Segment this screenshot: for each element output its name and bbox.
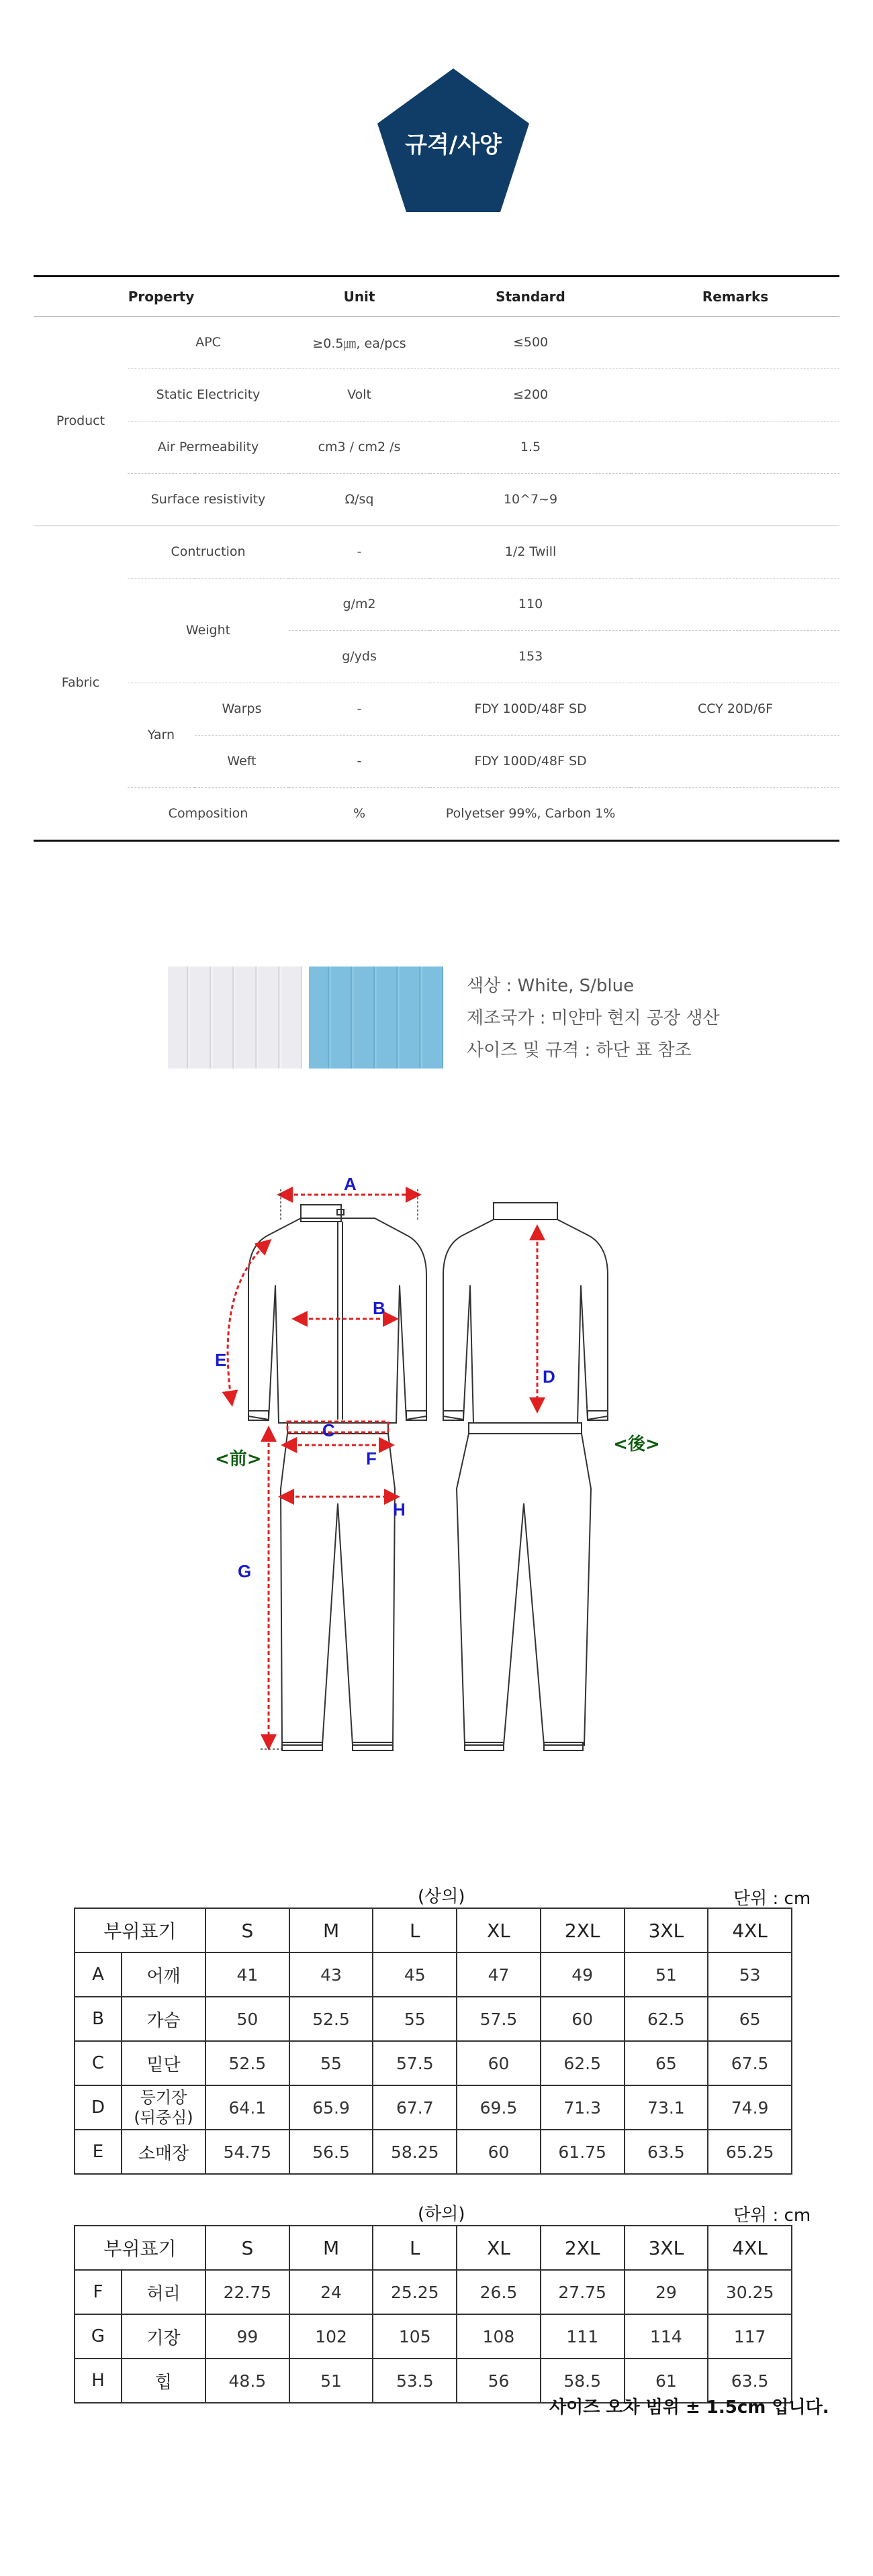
- size-header: 4XL: [708, 2226, 792, 2270]
- size-value: 49: [541, 1952, 625, 1997]
- diagram-letters: [215, 1174, 555, 1581]
- bottom-size-table: [74, 2225, 792, 2404]
- size-value: 65.9: [289, 2085, 373, 2130]
- size-value: 71.3: [541, 2085, 625, 2130]
- unit-cell: %: [353, 806, 366, 822]
- size-header: S: [205, 2226, 289, 2270]
- size-header: L: [373, 2226, 457, 2270]
- standard-cell: 153: [430, 630, 631, 683]
- standard-cell: ≤200: [430, 368, 631, 421]
- size-value: 114: [625, 2314, 708, 2359]
- size-header: XL: [457, 2226, 541, 2270]
- table-row: [34, 316, 839, 368]
- header-badge: [376, 67, 531, 213]
- property-name: Surface resistivity: [128, 473, 289, 526]
- table-row: [34, 421, 839, 473]
- table-row: [34, 368, 839, 421]
- origin-info: 제조국가 : 미얀마 현지 공장 생산: [467, 1008, 720, 1028]
- size-value: 62.5: [625, 1997, 708, 2041]
- part-name: [122, 2085, 205, 2130]
- table-row: [75, 2270, 792, 2314]
- table-row: [75, 2041, 792, 2085]
- weight-label: Weight: [128, 578, 289, 683]
- remarks-cell: [631, 735, 839, 787]
- part-header: 부위표기: [75, 2226, 205, 2270]
- size-header-row: [75, 2226, 792, 2270]
- top-size-table: [74, 1908, 792, 2175]
- part-name: 어깨: [122, 1952, 205, 1997]
- spec-table: [34, 275, 839, 842]
- spec-header-row: [34, 277, 839, 316]
- table-row: [34, 787, 839, 840]
- bottom-table-unit: 단위 : cm: [733, 2206, 811, 2226]
- top-table-unit: 단위 : cm: [733, 1889, 811, 1909]
- fabric-label: Fabric: [61, 675, 100, 691]
- table-row: [34, 683, 839, 735]
- size-value: 64.1: [205, 2085, 289, 2130]
- size-value: 25.25: [373, 2270, 457, 2314]
- size-header: 2XL: [541, 1908, 625, 1952]
- label-h: H: [393, 1499, 406, 1520]
- back-garment-outline: [443, 1203, 608, 1750]
- header-standard: Standard: [430, 277, 631, 316]
- label-b: B: [373, 1298, 385, 1318]
- size-value: 61.75: [541, 2130, 625, 2174]
- property-name: Static Electricity: [128, 368, 289, 421]
- size-value: 67.5: [708, 2041, 792, 2085]
- part-name: 소매장: [122, 2130, 205, 2174]
- size-header-row: [75, 1908, 792, 1952]
- size-value: 53.5: [373, 2359, 457, 2403]
- size-value: 60: [457, 2130, 541, 2174]
- part-code: C: [75, 2041, 122, 2085]
- part-code: H: [75, 2359, 122, 2403]
- size-value: 57.5: [373, 2041, 457, 2085]
- label-f: F: [366, 1448, 377, 1469]
- measurement-arrows: [228, 1195, 537, 1746]
- size-value: 58.25: [373, 2130, 457, 2174]
- standard-cell: 1.5: [430, 421, 631, 473]
- white-fabric-swatch: [168, 967, 302, 1069]
- remarks-cell: CCY 20D/6F: [631, 683, 839, 735]
- size-header: M: [289, 1908, 373, 1952]
- size-value: 105: [373, 2314, 457, 2359]
- size-value: 55: [373, 1997, 457, 2041]
- remarks-cell: [631, 578, 839, 630]
- size-value: 41: [205, 1952, 289, 1997]
- table-row: [34, 578, 839, 630]
- size-value: 65: [708, 1997, 792, 2041]
- garment-diagram: [201, 1168, 672, 1772]
- standard-cell: 110: [430, 578, 631, 630]
- size-value: 74.9: [708, 2085, 792, 2130]
- size-value: 61: [625, 2359, 708, 2403]
- table-row: [75, 2314, 792, 2359]
- size-value: 73.1: [625, 2085, 708, 2130]
- table-row: [75, 1997, 792, 2041]
- unit-cell: g/m2: [289, 578, 430, 630]
- measurement-diagram: [201, 1168, 672, 1772]
- remarks-cell: [631, 630, 839, 683]
- table-row: [75, 2085, 792, 2130]
- front-label: <前>: [215, 1449, 262, 1469]
- size-value: 65: [625, 2041, 708, 2085]
- remarks-cell: [631, 316, 839, 368]
- standard-cell: FDY 100D/48F SD: [430, 683, 631, 735]
- unit-cell: g/yds: [289, 630, 430, 683]
- size-header: XL: [457, 1908, 541, 1952]
- standard-cell: 1/2 Twill: [430, 526, 631, 578]
- size-value: 69.5: [457, 2085, 541, 2130]
- size-header: 3XL: [625, 2226, 708, 2270]
- unit-cell: Ω/sq: [289, 473, 430, 526]
- unit-cell: -: [289, 526, 430, 578]
- label-c: C: [322, 1420, 335, 1440]
- part-name: 가슴: [122, 1997, 205, 2041]
- property-name: Contruction: [128, 526, 289, 578]
- remarks-cell: [631, 368, 839, 421]
- size-value: 43: [289, 1952, 373, 1997]
- part-name: 기장: [122, 2314, 205, 2359]
- yarn-label: Yarn: [128, 683, 195, 787]
- part-header: 부위표기: [75, 1908, 205, 1952]
- table-row: [34, 526, 839, 578]
- part-name: 허리: [122, 2270, 205, 2314]
- remarks-cell: [631, 787, 839, 840]
- size-value: 99: [205, 2314, 289, 2359]
- size-value: 24: [289, 2270, 373, 2314]
- size-header: 3XL: [625, 1908, 708, 1952]
- unit-cell: cm3 / cm2 /s: [289, 421, 430, 473]
- property-name: Composition: [168, 806, 248, 822]
- part-code: E: [75, 2130, 122, 2174]
- remarks-cell: [631, 421, 839, 473]
- product-label: Product: [34, 316, 128, 526]
- standard-cell: ≤500: [430, 316, 631, 368]
- remarks-cell: [631, 526, 839, 578]
- header-remarks: Remarks: [631, 277, 839, 316]
- page-title: 규격/사양: [405, 132, 502, 158]
- size-value: 65.25: [708, 2130, 792, 2174]
- header-property: Property: [34, 277, 289, 316]
- standard-cell: 10^7~9: [430, 473, 631, 526]
- table-row: [34, 473, 839, 526]
- size-value: 117: [708, 2314, 792, 2359]
- part-code: A: [75, 1952, 122, 1997]
- part-code: G: [75, 2314, 122, 2359]
- size-value: 57.5: [457, 1997, 541, 2041]
- size-info: 사이즈 및 규격 : 하단 표 참조: [467, 1040, 692, 1060]
- unit-cell: -: [289, 683, 430, 735]
- table-row: [75, 2130, 792, 2174]
- size-value: 51: [289, 2359, 373, 2403]
- size-value: 63.5: [708, 2359, 792, 2403]
- size-header: 2XL: [541, 2226, 625, 2270]
- size-value: 52.5: [289, 1997, 373, 2041]
- size-header: 4XL: [708, 1908, 792, 1952]
- size-value: 58.5: [541, 2359, 625, 2403]
- color-info: 색상 : White, S/blue: [467, 976, 635, 996]
- part-code: B: [75, 1997, 122, 2041]
- size-value: 47: [457, 1952, 541, 1997]
- size-value: 102: [289, 2314, 373, 2359]
- size-value: 52.5: [205, 2041, 289, 2085]
- part-code: D: [75, 2085, 122, 2130]
- size-value: 60: [541, 1997, 625, 2041]
- unit-cell: ≥0.5㎛, ea/pcs: [289, 316, 430, 368]
- label-e: E: [215, 1350, 227, 1370]
- property-name: APC: [128, 316, 289, 368]
- size-value: 62.5: [541, 2041, 625, 2085]
- size-value: 111: [541, 2314, 625, 2359]
- size-tolerance-note: 사이즈 오차 범위 ± 1.5cm 입니다.: [549, 2397, 829, 2418]
- property-name: Weft: [195, 735, 289, 787]
- size-value: 51: [625, 1952, 708, 1997]
- size-value: 22.75: [205, 2270, 289, 2314]
- part-name: 밑단: [122, 2041, 205, 2085]
- size-value: 63.5: [625, 2130, 708, 2174]
- part-code: F: [75, 2270, 122, 2314]
- label-g: G: [238, 1561, 252, 1581]
- top-table-caption: (상의): [418, 1887, 465, 1907]
- property-name: Warps: [195, 683, 289, 735]
- size-value: 60: [457, 2041, 541, 2085]
- label-d: D: [543, 1367, 555, 1387]
- unit-cell: -: [289, 735, 430, 787]
- back-label: <後>: [613, 1434, 660, 1454]
- size-value: 30.25: [708, 2270, 792, 2314]
- size-value: 56: [457, 2359, 541, 2403]
- size-header: S: [205, 1908, 289, 1952]
- part-name-line: 등기장: [140, 2088, 187, 2107]
- size-value: 108: [457, 2314, 541, 2359]
- size-value: 50: [205, 1997, 289, 2041]
- size-value: 29: [625, 2270, 708, 2314]
- remarks-cell: [631, 473, 839, 526]
- bottom-table-caption: (하의): [418, 2204, 465, 2224]
- blue-fabric-swatch: [309, 967, 443, 1069]
- size-value: 54.75: [205, 2130, 289, 2174]
- property-name: Air Permeability: [128, 421, 289, 473]
- size-value: 55: [289, 2041, 373, 2085]
- front-garment-outline: [248, 1205, 426, 1750]
- table-row: [75, 1952, 792, 1997]
- part-name: 힙: [122, 2359, 205, 2403]
- header-unit: Unit: [289, 277, 430, 316]
- size-value: 26.5: [457, 2270, 541, 2314]
- part-name-sub: (뒤중심): [134, 2108, 193, 2127]
- size-value: 56.5: [289, 2130, 373, 2174]
- label-a: A: [344, 1174, 357, 1194]
- unit-cell: Volt: [289, 368, 430, 421]
- size-value: 48.5: [205, 2359, 289, 2403]
- product-info: [467, 970, 720, 1067]
- standard-cell: Polyetser 99%, Carbon 1%: [445, 806, 616, 822]
- size-value: 67.7: [373, 2085, 457, 2130]
- size-header: L: [373, 1908, 457, 1952]
- size-value: 45: [373, 1952, 457, 1997]
- size-header: M: [289, 2226, 373, 2270]
- standard-cell: FDY 100D/48F SD: [430, 735, 631, 787]
- view-tags: [215, 1434, 660, 1469]
- size-value: 27.75: [541, 2270, 625, 2314]
- size-value: 53: [708, 1952, 792, 1997]
